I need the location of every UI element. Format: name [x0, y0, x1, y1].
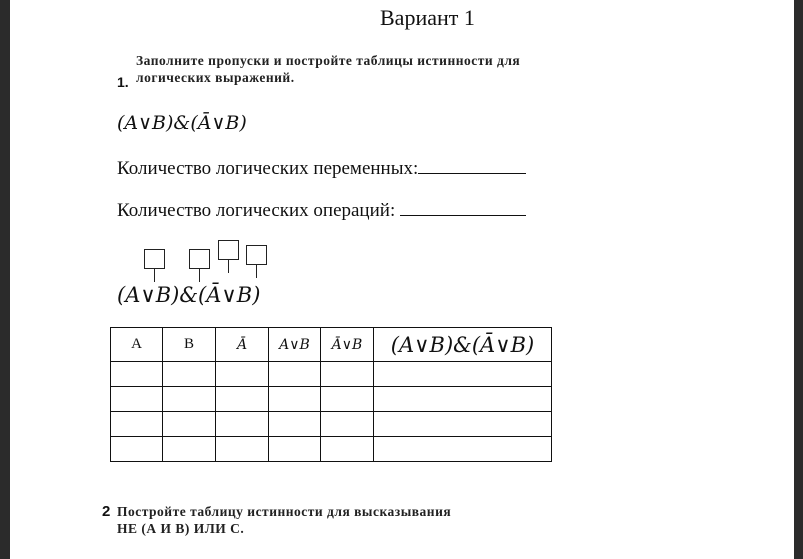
table-cell[interactable]	[321, 437, 374, 462]
table-cell[interactable]	[111, 412, 163, 437]
diagram-expression: (A∨B)&(Ā∨B)	[117, 283, 261, 307]
operations-question-label: Количество логических операций:	[117, 200, 400, 221]
header-not-a: Ā	[216, 328, 269, 362]
table-cell[interactable]	[321, 412, 374, 437]
table-row	[111, 387, 552, 412]
task2-text-line1: Постройте таблицу истинности для высказывания	[117, 504, 452, 519]
operation-order-box-or1[interactable]	[144, 249, 165, 269]
operation-order-pointer-or2	[256, 264, 257, 278]
header-a-or-b: A∨B	[269, 328, 321, 362]
table-cell[interactable]	[111, 387, 163, 412]
operation-order-pointer-and	[199, 268, 200, 282]
task2-text-line2: НЕ (А И В) ИЛИ С.	[117, 521, 245, 536]
table-cell[interactable]	[216, 412, 269, 437]
table-row	[111, 412, 552, 437]
variables-question-label: Количество логических переменных:	[117, 158, 419, 179]
table-cell[interactable]	[321, 387, 374, 412]
table-cell[interactable]	[163, 412, 216, 437]
operations-answer-blank[interactable]	[400, 197, 526, 216]
table-cell[interactable]	[374, 437, 552, 462]
table-cell[interactable]	[163, 362, 216, 387]
table-cell[interactable]	[269, 412, 321, 437]
task1-expression: (A∨B)&(Ā∨B)	[117, 112, 247, 134]
variant-title: Вариант 1	[380, 5, 475, 30]
task1-number: 1.	[117, 74, 129, 90]
table-row	[111, 437, 552, 462]
table-cell[interactable]	[269, 387, 321, 412]
table-cell[interactable]	[269, 362, 321, 387]
operation-order-pointer-not	[228, 259, 229, 273]
table-cell[interactable]	[216, 437, 269, 462]
table-cell[interactable]	[111, 437, 163, 462]
table-cell[interactable]	[216, 362, 269, 387]
truth-table	[110, 327, 552, 462]
table-cell[interactable]	[111, 362, 163, 387]
left-edge-bar	[0, 0, 10, 559]
table-cell[interactable]	[163, 387, 216, 412]
operations-question	[117, 197, 526, 222]
table-cell[interactable]	[163, 437, 216, 462]
header-b: B	[163, 328, 216, 362]
task2-number: 2	[102, 503, 111, 520]
right-edge-bar	[794, 0, 803, 559]
header-not-a-or-b: Ā∨B	[321, 328, 374, 362]
truth-table-header-row	[111, 328, 552, 362]
table-cell[interactable]	[374, 387, 552, 412]
table-cell[interactable]	[321, 362, 374, 387]
header-full-expression: (A∨B)&(Ā∨B)	[374, 328, 552, 362]
table-cell[interactable]	[216, 387, 269, 412]
table-cell[interactable]	[374, 412, 552, 437]
variables-answer-blank[interactable]	[418, 155, 526, 174]
table-cell[interactable]	[269, 437, 321, 462]
table-cell[interactable]	[374, 362, 552, 387]
operation-order-box-not[interactable]	[218, 240, 239, 260]
header-a: A	[111, 328, 163, 362]
operation-order-box-or2[interactable]	[246, 245, 267, 265]
operation-order-pointer-or1	[154, 268, 155, 282]
table-row	[111, 362, 552, 387]
task1-text-line2: логических выражений.	[136, 70, 295, 85]
task1-text-line1: Заполните пропуски и постройте таблицы истинности для	[136, 53, 521, 68]
operation-order-box-and[interactable]	[189, 249, 210, 269]
variables-question	[117, 155, 526, 180]
